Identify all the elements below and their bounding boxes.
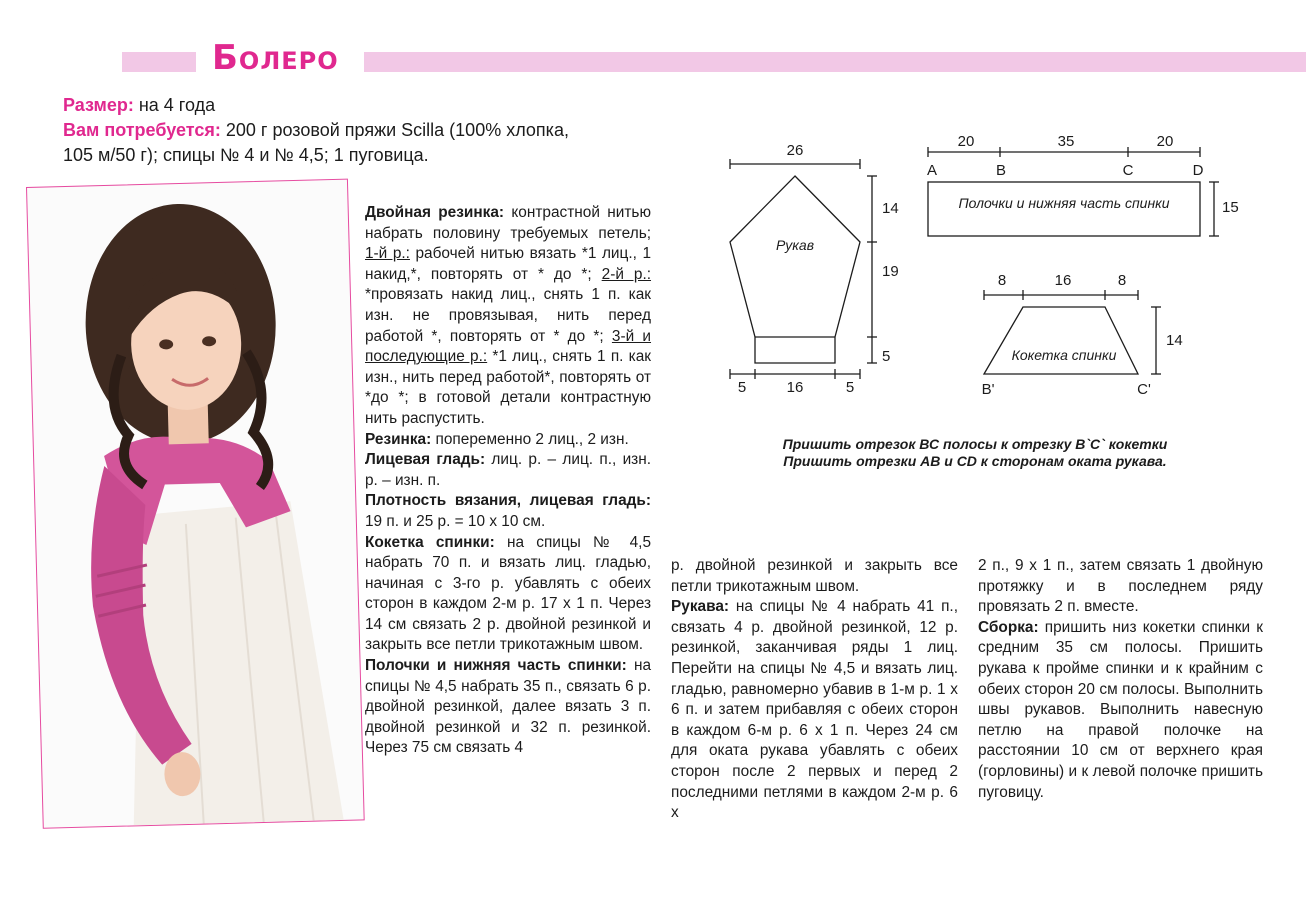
back-yoke-text: на спицы № 4,5 набрать 70 п. и вязать лиц. гладью, начиная с 3-го р. убавлять с обеих сторон в каждом 2-м р. 17 х 1 п. Через 14 см связать 2 р. двойной резинкой и закрыть все петли трикотажным швом.	[365, 533, 651, 654]
stockinette-paragraph	[365, 450, 651, 491]
sleeve-height-1: 14	[882, 200, 899, 217]
materials-value-2: 105 м/50 г); спицы № 4 и № 4,5; 1 пуговица.	[63, 145, 429, 165]
sleeves-heading: Рукава:	[671, 598, 730, 616]
point-c: C	[1122, 162, 1134, 179]
assembly-paragraph	[978, 618, 1263, 803]
yoke-dim-3: 8	[1117, 272, 1127, 289]
yoke-label: Кокетка спинки	[1011, 347, 1117, 363]
point-a: A	[926, 162, 938, 179]
fronts-heading: Полочки и нижняя часть спинки:	[365, 657, 627, 675]
sleeves-text: на спицы № 4 набрать 41 п., связать 4 р. двойной резинкой, 12 р. резинкой, заканчивая ряды 1 лиц. Перейти на спицы № 4,5 и вязать лиц. гладью, равномерно убавив в 1-м р. 1 х 6 п. и затем прибавляя с обеих сторон в каждом 6-м р. 6 х 1 п. Через 24 см для оката рукава убавлять с обеих сторон после 2 первых и перед 2 последними петлями в каждом 2-м р. 6 х	[671, 598, 958, 822]
fronts-paragraph	[365, 656, 651, 759]
diagram-caption	[740, 436, 1210, 470]
back-yoke-heading: Кокетка спинки:	[365, 533, 495, 551]
size-line	[63, 93, 683, 118]
pattern-diagram	[720, 130, 1240, 430]
strip-dim-3: 20	[1156, 133, 1174, 150]
yoke-dim-2: 16	[1054, 272, 1072, 289]
row-1-label: 1-й р.:	[365, 245, 410, 263]
fronts-text: на спицы № 4,5 набрать 35 п., связать 6 р. двойной резинкой, далее вязать 3 п. двойной резинкой и 32 п. резинкой. Через 75 см связать 4	[365, 657, 652, 757]
caption-line-2: Пришить отрезки АВ и CD к сторонам оката рукава.	[783, 453, 1167, 469]
sleeves-paragraph	[671, 597, 958, 824]
gauge-text: 19 п. и 25 р. = 10 х 10 см.	[365, 512, 546, 530]
point-b: B	[995, 162, 1007, 179]
materials-label: Вам потребуется:	[63, 120, 221, 140]
sleeve-bottom-mid: 16	[786, 379, 804, 396]
strip-label: Полочки и нижняя часть спинки	[958, 195, 1170, 211]
sleeve-height-2: 19	[882, 263, 899, 280]
stockinette-heading: Лицевая гладь:	[365, 451, 486, 469]
double-rib-text-a: контрастной нитью набрать половину требуемых петель;	[365, 204, 651, 242]
stockinette-text: лиц. р. – лиц. п., изн. р. – изн. п.	[365, 451, 651, 489]
sleeve-label: Рукав	[775, 237, 815, 253]
girl-illustration	[27, 180, 364, 828]
rib-heading: Резинка:	[365, 430, 432, 448]
assembly-text: пришить низ кокетки спинки к средним 35 см полосы. Пришить рукава к пройме спинки и к крайним с обеих сторон 20 см полосы. Выполнить швы рукавов. Выполнить навесную петлю на правой полочке на расстоянии 10 см от верхнего края (горловины) и к левой полочке пришить пуговицу.	[978, 618, 1264, 801]
sleeve-height-3: 5	[882, 348, 891, 365]
back-yoke-paragraph	[365, 533, 651, 657]
yoke-dim-1: 8	[997, 272, 1007, 289]
double-rib-paragraph	[365, 203, 651, 430]
sleeves-continued: 2 п., 9 х 1 п., затем связать 1 двойную протяжку и в последнем ряду провязать 2 п. вместе.	[978, 557, 1263, 616]
strip-dim-1: 20	[957, 133, 975, 150]
row-3-label: 3-й и последующие р.:	[365, 327, 652, 366]
materials-value-1: 200 г розовой пряжи Scilla (100% хлопка,	[225, 120, 569, 140]
point-c-prime: C'	[1137, 381, 1151, 398]
double-rib-text-c: *провязать накид лиц., снять 1 п. как изн. не провязывая, нить перед работой *, повторять от * до *;	[365, 286, 651, 345]
assembly-heading: Сборка:	[978, 618, 1039, 636]
fronts-continued: р. двойной резинкой и закрыть все петли трикотажным швом.	[671, 557, 958, 595]
text-column-3	[978, 556, 1263, 803]
caption-line-1: Пришить отрезок ВС полосы к отрезку В`С` кокетки	[782, 436, 1168, 452]
size-label: Размер:	[63, 95, 134, 115]
strip-height: 15	[1222, 199, 1239, 216]
sleeve-bottom-right: 5	[845, 379, 855, 396]
materials-line	[63, 118, 683, 143]
size-value: на 4 года	[138, 95, 216, 115]
point-b-prime: B'	[981, 381, 995, 398]
point-d: D	[1192, 162, 1204, 179]
page-title: Болеро	[212, 38, 339, 78]
strip-dim-2: 35	[1057, 133, 1075, 150]
sleeve-shape	[730, 176, 860, 363]
row-2-label: 2-й р.:	[601, 265, 652, 283]
rib-paragraph	[365, 430, 651, 451]
sleeve-bottom-left: 5	[737, 379, 747, 396]
double-rib-heading: Двойная резинка:	[365, 204, 505, 221]
text-column-2	[671, 556, 958, 824]
product-photo	[26, 179, 365, 829]
yoke-height: 14	[1166, 332, 1183, 349]
rib-text: попеременно 2 лиц., 2 изн.	[435, 430, 629, 448]
double-rib-text-b: рабочей нитью вязать *1 лиц., 1 накид,*, повторять от * до *;	[365, 245, 652, 283]
sleeve-top-width: 26	[786, 142, 804, 159]
text-column-1	[365, 203, 651, 759]
gauge-heading: Плотность вязания, лицевая гладь:	[365, 492, 651, 510]
double-rib-text-d: *1 лиц., снять 1 п. как изн., нить перед работой*, повторять от *до *; в готовой детали контрастную нить распустить.	[365, 348, 651, 427]
intro	[63, 93, 683, 168]
yoke-shape	[984, 307, 1138, 374]
gauge-paragraph	[365, 491, 651, 532]
